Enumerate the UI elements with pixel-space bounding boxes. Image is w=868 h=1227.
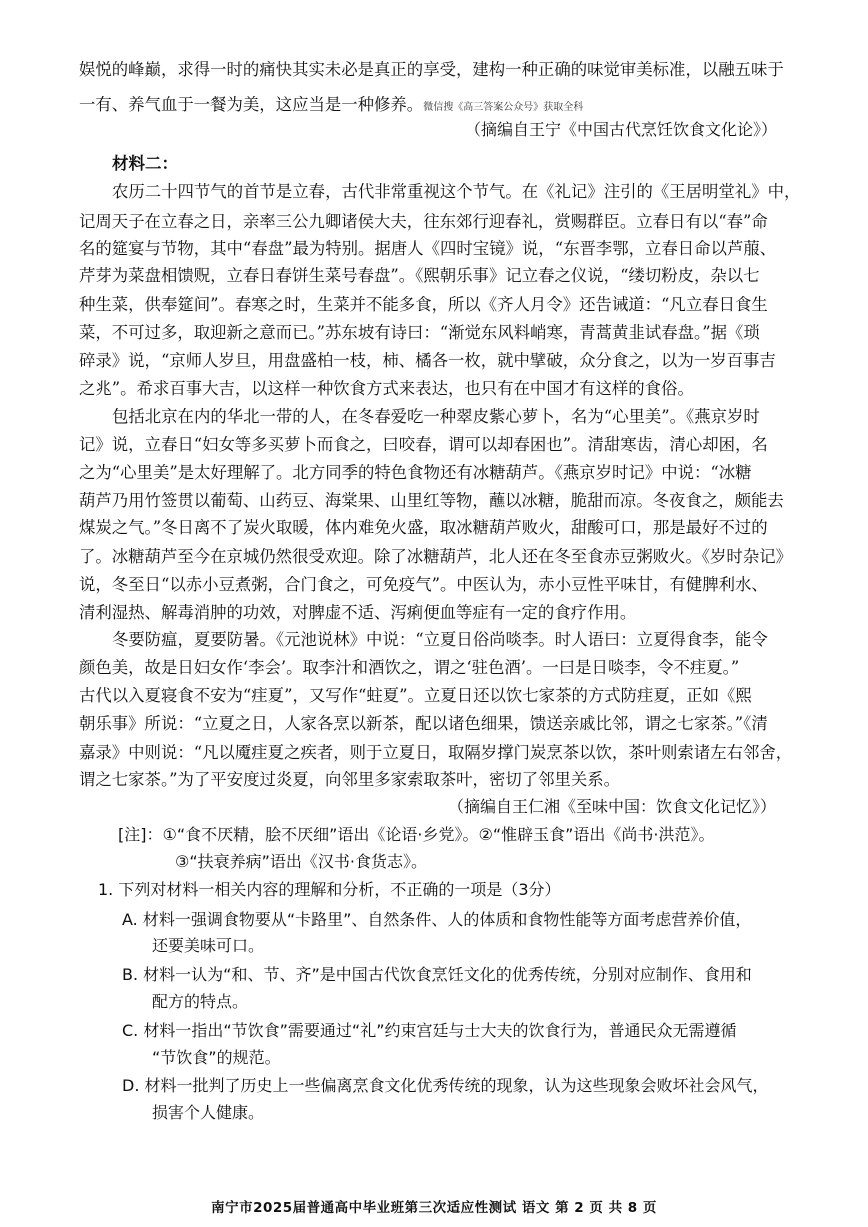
text-line: 农历二十四节气的首节是立春，古代非常重视这个节气。在《礼记》注引的《王居明堂礼》中， xyxy=(112,182,801,201)
source-citation-1: （摘编自王宁《中国古代烹饪饮食文化论》） xyxy=(465,120,778,139)
text-line: 颜色美，故是日妇女作‘李会’。取李汁和酒饮之，谓之‘驻色酒’。一曰是日啖李，令不疰夏。” xyxy=(79,658,740,677)
option-b-continued: 配方的特点。 xyxy=(152,992,249,1011)
text-line: 包括北京在内的华北一带的人，在冬春爱吃一种翠皮紫心萝卜，名为“心里美”。《燕京岁时 xyxy=(112,407,760,426)
text-line: 了。冰糖葫芦至今在京城仍然很受欢迎。除了冰糖葫芦，北人还在冬至食赤豆粥败火。《岁时杂记》 xyxy=(79,547,792,566)
text-line: 碎录》说，“京师人岁旦，用盘盛柏一枝，柿、橘各一枚，就中擘破，众分食之，以为一岁百事吉 xyxy=(79,351,776,370)
text-line: 名的筵宴与节物，其中“春盘”最为特别。据唐人《四时宝镜》说，“东晋李鄂，立春日命以芦菔、 xyxy=(79,239,777,258)
annotation-note: ③“扶衰养病”语出《汉书·食货志》。 xyxy=(175,852,428,871)
text-line-content: 一有、养气血于一餐为美，这应当是一种修养。 xyxy=(79,95,424,114)
source-citation-2: （摘编自王仁湘《至味中国：饮食文化记忆》） xyxy=(448,797,777,816)
text-line: 冬要防瘟，夏要防暑。《元池说林》中说：“立夏日俗尚啖李。时人语曰：立夏得食李，能令 xyxy=(112,630,768,649)
text-line: 嘉录》中则说：“凡以魇疰夏之疾者，则于立夏日，取隔岁撑门炭烹茶以饮，茶叶则索诸左右邻舍， xyxy=(79,743,793,762)
option-c-continued: “节饮食”的规范。 xyxy=(152,1048,281,1067)
option-b[interactable]: B. 材料一认为“和、节、齐”是中国古代饮食烹饪文化的优秀传统，分别对应制作、食用和 xyxy=(122,965,752,984)
option-a[interactable]: A. 材料一强调食物要从“卡路里”、自然条件、人的体质和食物性能等方面考虑营养价值， xyxy=(122,910,752,929)
annotation-note: [注]：①“食不厌精，脍不厌细”语出《论语·乡党》。②“惟辟玉食”语出《尚书·洪范》。 xyxy=(118,825,715,844)
text-line: 煤炭之气。”冬日离不了炭火取暖，体内难免火盛，取冰糖葫芦败火，甜酸可口，那是最好不过的 xyxy=(79,518,768,537)
text-line: 朝乐事》所说：“立夏之日，人家各烹以新茶，配以诸色细果，馈送亲戚比邻，谓之七家茶。”《清 xyxy=(79,714,768,733)
text-line: 谓之七家茶。”为了平安度过炎夏，向邻里多家索取茶叶，密切了邻里关系。 xyxy=(79,770,621,789)
text-line: 菜，不可过多，取迎新之意而已。”苏东坡有诗曰：“渐觉东风料峭寒，青蒿黄韭试春盘。”据《琐 xyxy=(79,323,760,342)
option-d[interactable]: D. 材料一批判了历史上一些偏离烹食文化优秀传统的现象，认为这些现象会败坏社会风气， xyxy=(122,1076,769,1095)
text-line: 古代以入夏寝食不安为“疰夏”，又写作“蛀夏”。立夏日还以饮七家茶的方式防疰夏，正如《熙 xyxy=(79,686,752,705)
text-line: 记周天子在立春之日，亲率三公九卿诸侯大夫，往东郊行迎春礼，赏赐群臣。立春日有以“春”命 xyxy=(79,212,768,231)
option-a-continued: 还要美味可口。 xyxy=(152,936,265,955)
option-c[interactable]: C. 材料一指出“节饮食”需要通过“礼”约束宫廷与士大夫的饮食行为，普通民众无需遵循 xyxy=(122,1021,737,1040)
material-2-heading: 材料二： xyxy=(112,154,178,173)
text-line: 说，冬至日“以赤小豆煮粥，合门食之，可免疫气”。中医认为，赤小豆性平味甘，有健脾利水、 xyxy=(79,575,768,594)
question-stem: 1. 下列对材料一相关内容的理解和分析，不正确的一项是（3分） xyxy=(98,880,561,899)
text-line xyxy=(79,95,583,118)
text-line: 葫芦乃用竹签贯以葡萄、山药豆、海棠果、山里红等物，蘸以冰糖，脆甜而凉。冬夜食之，颇能去 xyxy=(79,491,784,510)
text-line: 清利湿热、解毒消肿的功效，对脾虚不适、泻痢便血等症有一定的食疗作用。 xyxy=(79,603,637,622)
text-line: 种生菜，供奉筵间”。春寒之时，生菜并不能多食，所以《齐人月令》还告诫道：“凡立春日食生 xyxy=(79,295,768,314)
text-line: 之兆”。希求百事大吉，以这样一种饮食方式来表达，也只有在中国才有这样的食俗。 xyxy=(79,379,694,398)
text-line: 记》说，立春日“妇女等多买萝卜而食之，曰咬春，谓可以却春困也”。清甜寒齿，清心却困，名 xyxy=(79,435,768,454)
watermark-notice: 微信搜《高三答案公众号》获取全科 xyxy=(423,102,584,113)
text-line: 芹芽为菜盘相馈贶，立春日春饼生菜号春盘”。《熙朝乐事》记立春之仪说，“缕切粉皮，杂以七 xyxy=(79,266,760,285)
text-line: 娱悦的峰巅，求得一时的痛快其实未必是真正的享受，建构一种正确的味觉审美标准，以融五味于 xyxy=(79,60,784,79)
text-line: 之为“心里美”是太好理解了。北方同季的特色食物还有冰糖葫芦。《燕京岁时记》中说：“冰糖 xyxy=(79,463,752,482)
page-footer: 南宁市2025届普通高中毕业班第三次适应性测试 语文 第 2 页 共 8 页 xyxy=(211,1200,657,1216)
option-d-continued: 损害个人健康。 xyxy=(152,1103,265,1122)
